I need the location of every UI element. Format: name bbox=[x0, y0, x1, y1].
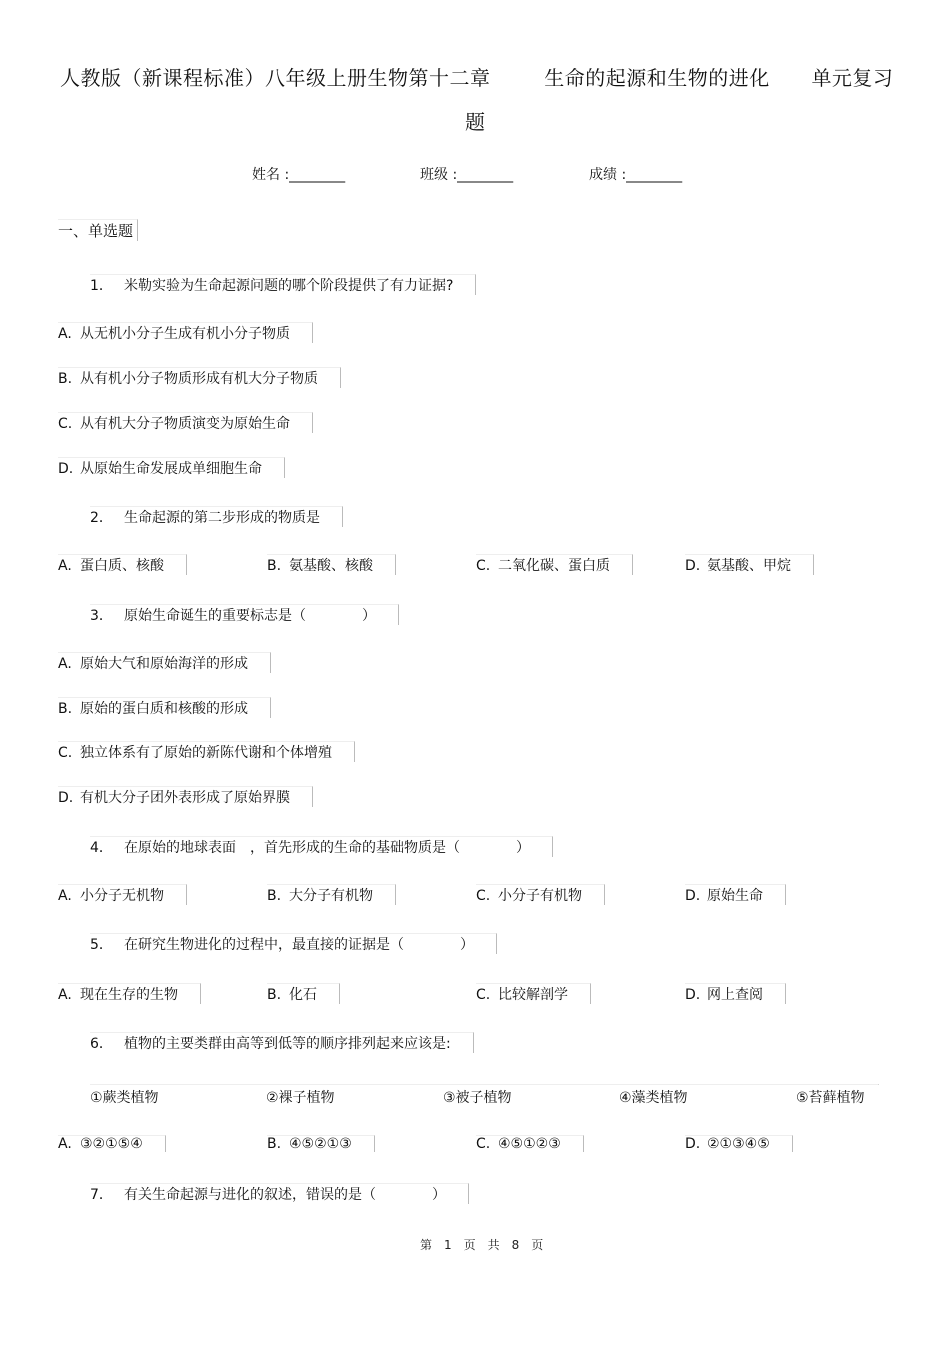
question-4 bbox=[90, 836, 553, 857]
q6-option-b[interactable] bbox=[267, 1135, 375, 1152]
q2-option-a[interactable] bbox=[58, 554, 187, 575]
section-title: 一、单选题 bbox=[58, 219, 138, 241]
q4-option-a[interactable] bbox=[58, 884, 187, 905]
q6-items-row bbox=[90, 1084, 879, 1106]
q2-option-d[interactable] bbox=[685, 554, 814, 575]
q3-option-c[interactable] bbox=[58, 741, 355, 762]
q6-item-2: ②裸子植物 bbox=[266, 1090, 335, 1106]
q5-option-c[interactable] bbox=[476, 983, 591, 1004]
question-1-text: 米勒实验为生命起源问题的哪个阶段提供了有力证据? bbox=[124, 278, 454, 294]
option-text: 小分子有机物 bbox=[498, 888, 582, 904]
option-letter: B. bbox=[267, 1136, 282, 1152]
q5-option-a[interactable] bbox=[58, 983, 201, 1004]
option-letter: D. bbox=[58, 790, 74, 806]
q6-item-5: ⑤苔藓植物 bbox=[796, 1090, 865, 1106]
option-text: ④⑤①②③ bbox=[498, 1136, 561, 1152]
question-6-number: 6． bbox=[90, 1036, 113, 1052]
q2-option-c[interactable] bbox=[476, 554, 633, 575]
option-text: 氨基酸、核酸 bbox=[289, 558, 373, 574]
question-3-number: 3． bbox=[90, 608, 113, 624]
class-label: 班级 : bbox=[420, 167, 458, 183]
q1-option-c[interactable] bbox=[58, 412, 313, 433]
option-text: 比较解剖学 bbox=[498, 987, 568, 1003]
question-2-text: 生命起源的第二步形成的物质是 bbox=[124, 510, 320, 526]
class-blank: ________ bbox=[457, 167, 514, 183]
option-letter: C. bbox=[58, 416, 73, 432]
option-letter: A. bbox=[58, 1136, 72, 1152]
option-letter: A. bbox=[58, 326, 72, 342]
option-letter: B. bbox=[58, 371, 73, 387]
question-7-number: 7． bbox=[90, 1187, 113, 1203]
q1-option-d[interactable] bbox=[58, 457, 285, 478]
option-text: ④⑤②①③ bbox=[289, 1136, 352, 1152]
title-part-3: 单元复习 bbox=[811, 66, 894, 90]
q6-item-1: ①蕨类植物 bbox=[90, 1090, 159, 1106]
option-letter: C. bbox=[58, 745, 73, 761]
option-text: 小分子无机物 bbox=[80, 888, 164, 904]
option-text: 从无机小分子生成有机小分子物质 bbox=[80, 326, 290, 342]
q4-option-d[interactable] bbox=[685, 884, 786, 905]
option-text: 从有机小分子物质形成有机大分子物质 bbox=[80, 371, 318, 387]
option-text: 从原始生命发展成单细胞生命 bbox=[80, 461, 262, 477]
option-letter: A. bbox=[58, 656, 72, 672]
page-title-line2: 题 bbox=[465, 110, 486, 134]
option-letter: D. bbox=[685, 888, 701, 904]
option-letter: B. bbox=[267, 888, 282, 904]
score-label: 成绩 : bbox=[589, 167, 627, 183]
option-text: 现在生存的生物 bbox=[80, 987, 178, 1003]
option-text: 化石 bbox=[289, 987, 317, 1003]
q1-option-b[interactable] bbox=[58, 367, 341, 388]
name-field[interactable] bbox=[252, 164, 345, 184]
question-4-number: 4． bbox=[90, 840, 113, 856]
page-title bbox=[60, 62, 893, 91]
option-letter: B. bbox=[267, 558, 282, 574]
option-letter: A. bbox=[58, 888, 72, 904]
page-footer: 第 1 页 共 8 页 bbox=[420, 1238, 544, 1252]
option-letter: B. bbox=[267, 987, 282, 1003]
option-text: 原始生命 bbox=[707, 888, 763, 904]
option-text: 有机大分子团外表形成了原始界膜 bbox=[80, 790, 290, 806]
question-2-number: 2． bbox=[90, 510, 113, 526]
title-part-2: 生命的起源和生物的进化 bbox=[544, 66, 770, 90]
question-3-text: 原始生命诞生的重要标志是（ ） bbox=[124, 608, 376, 624]
option-letter: C. bbox=[476, 987, 491, 1003]
question-1 bbox=[90, 274, 476, 295]
question-7 bbox=[90, 1183, 469, 1204]
option-letter: B. bbox=[58, 701, 73, 717]
q6-option-d[interactable] bbox=[685, 1135, 793, 1152]
question-3 bbox=[90, 604, 399, 625]
question-5-text: 在研究生物进化的过程中，最直接的证据是（ ） bbox=[124, 937, 474, 953]
option-text: 氨基酸、甲烷 bbox=[707, 558, 791, 574]
question-5-number: 5． bbox=[90, 937, 113, 953]
q3-option-b[interactable] bbox=[58, 697, 271, 718]
option-letter: D. bbox=[58, 461, 74, 477]
option-text: 独立体系有了原始的新陈代谢和个体增殖 bbox=[80, 745, 332, 761]
q5-option-b[interactable] bbox=[267, 983, 340, 1004]
q2-option-b[interactable] bbox=[267, 554, 396, 575]
option-text: ③②①⑤④ bbox=[80, 1136, 143, 1152]
q1-option-a[interactable] bbox=[58, 322, 313, 343]
q6-option-a[interactable] bbox=[58, 1135, 166, 1152]
question-5 bbox=[90, 933, 497, 954]
question-1-number: 1． bbox=[90, 278, 113, 294]
option-letter: C. bbox=[476, 888, 491, 904]
option-text: 蛋白质、核酸 bbox=[80, 558, 164, 574]
q3-option-d[interactable] bbox=[58, 786, 313, 807]
q4-option-b[interactable] bbox=[267, 884, 396, 905]
q4-option-c[interactable] bbox=[476, 884, 605, 905]
option-letter: D. bbox=[685, 558, 701, 574]
option-text: 大分子有机物 bbox=[289, 888, 373, 904]
option-letter: A. bbox=[58, 558, 72, 574]
question-2 bbox=[90, 506, 343, 527]
question-6-text: 植物的主要类群由高等到低等的顺序排列起来应该是: bbox=[124, 1036, 451, 1052]
option-text: 二氧化碳、蛋白质 bbox=[498, 558, 610, 574]
option-text: 从有机大分子物质演变为原始生命 bbox=[80, 416, 290, 432]
name-blank: ________ bbox=[289, 167, 346, 183]
option-letter: A. bbox=[58, 987, 72, 1003]
score-field[interactable] bbox=[589, 164, 682, 184]
option-text: 原始大气和原始海洋的形成 bbox=[80, 656, 248, 672]
option-text: 原始的蛋白质和核酸的形成 bbox=[80, 701, 248, 717]
option-letter: D. bbox=[685, 1136, 701, 1152]
option-text: 网上查阅 bbox=[707, 987, 763, 1003]
option-letter: C. bbox=[476, 558, 491, 574]
q6-item-3: ③被子植物 bbox=[443, 1090, 512, 1106]
question-6 bbox=[90, 1032, 474, 1053]
name-label: 姓名 : bbox=[252, 167, 290, 183]
q6-item-4: ④藻类植物 bbox=[619, 1090, 688, 1106]
question-7-text: 有关生命起源与进化的叙述，错误的是（ ） bbox=[124, 1187, 446, 1203]
q6-option-c[interactable] bbox=[476, 1135, 584, 1152]
question-4-text: 在原始的地球表面 ，首先形成的生命的基础物质是（ ） bbox=[124, 840, 530, 856]
option-letter: D. bbox=[685, 987, 701, 1003]
score-blank: ________ bbox=[626, 167, 683, 183]
option-text: ②①③④⑤ bbox=[707, 1136, 770, 1152]
q5-option-d[interactable] bbox=[685, 983, 786, 1004]
option-letter: C. bbox=[476, 1136, 491, 1152]
title-part-1: 人教版（新课程标准）八年级上册生物第十二章 bbox=[60, 66, 491, 90]
q3-option-a[interactable] bbox=[58, 652, 271, 673]
class-field[interactable] bbox=[420, 164, 513, 184]
